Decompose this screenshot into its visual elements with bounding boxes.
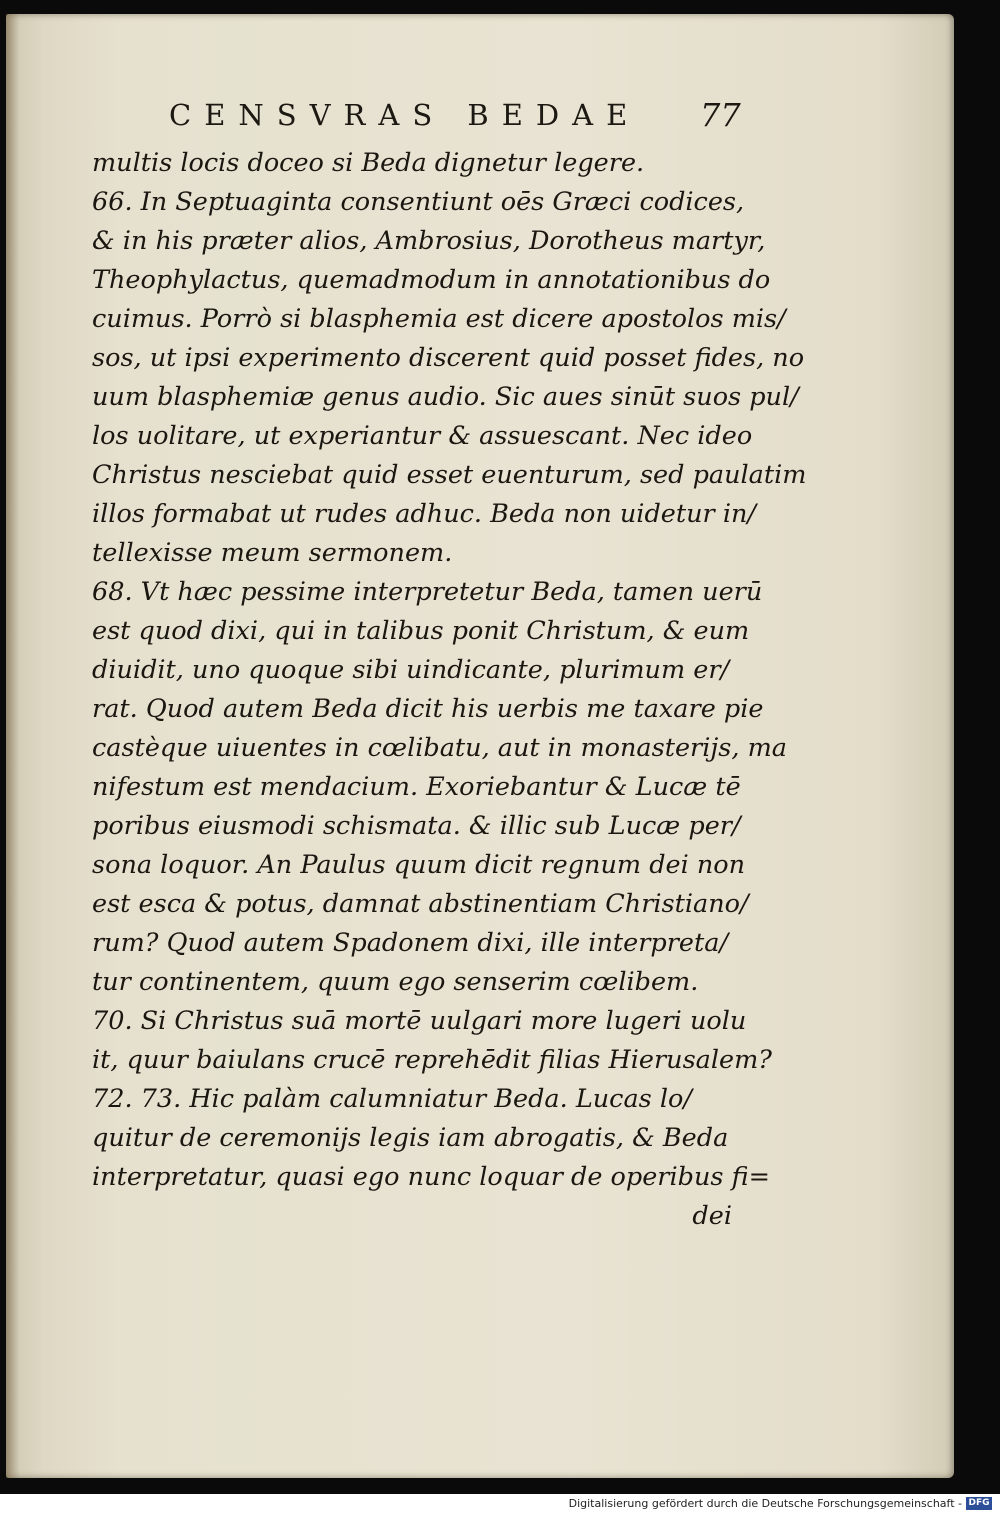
catchword: dei bbox=[692, 1201, 732, 1231]
body-text bbox=[92, 144, 807, 1236]
text-line: tellexisse meum sermonem. bbox=[92, 538, 453, 568]
text-line: 70. Si Christus suā mortē uulgari more lugeri uolu bbox=[92, 1006, 747, 1036]
text-line: diuidit, uno quoque sibi uindicante, plurimum er/ bbox=[92, 655, 730, 685]
text-line: poribus eiusmodi schismata. & illic sub Lucæ per/ bbox=[92, 811, 741, 841]
text-line: uum blasphemiæ genus audio. Sic aues sinūt suos pul/ bbox=[92, 382, 799, 412]
text-line: est esca & potus, damnat abstinentiam Christiano/ bbox=[92, 889, 749, 919]
text-line: tur continentem, quum ego senserim cœlibem. bbox=[92, 967, 699, 997]
footer-bar bbox=[0, 1494, 1000, 1515]
text-line: sos, ut ipsi experimento discerent quid posset fides, no bbox=[92, 343, 805, 373]
text-line: Christus nesciebat quid esset euenturum, sed paulatim bbox=[92, 460, 807, 490]
text-line: cuimus. Porrò si blasphemia est dicere apostolos mis/ bbox=[92, 304, 786, 334]
text-line: castèque uiuentes in cœlibatu, aut in monasterijs, ma bbox=[92, 733, 787, 763]
book-page bbox=[6, 14, 954, 1478]
running-title: CENSVRAS BEDAE bbox=[169, 98, 641, 132]
text-line: 72. 73. Hic palàm calumniatur Beda. Lucas lo/ bbox=[92, 1084, 692, 1114]
text-line: multis locis doceo si Beda dignetur legere. bbox=[92, 148, 645, 178]
text-line: sona loquor. An Paulus quum dicit regnum dei non bbox=[92, 850, 746, 880]
text-line: Theophylactus, quemadmodum in annotationibus do bbox=[92, 265, 771, 295]
text-line: & in his præter alios, Ambrosius, Dorotheus martyr, bbox=[92, 226, 766, 256]
text-line: los uolitare, ut experiantur & assuescant. Nec ideo bbox=[92, 421, 753, 451]
text-line: est quod dixi, qui in talibus ponit Christum, & eum bbox=[92, 616, 750, 646]
page-number: 77 bbox=[700, 96, 741, 134]
text-line: 66. In Septuaginta consentiunt oēs Græci codices, bbox=[92, 187, 745, 217]
text-line: illos formabat ut rudes adhuc. Beda non uidetur in/ bbox=[92, 499, 757, 529]
funding-credit: Digitalisierung gefördert durch die Deutsche Forschungsgemeinschaft - bbox=[568, 1497, 962, 1510]
text-line: quitur de ceremonijs legis iam abrogatis, & Beda bbox=[92, 1123, 729, 1153]
text-line: rum? Quod autem Spadonem dixi, ille interpreta/ bbox=[92, 928, 729, 958]
text-line: nifestum est mendacium. Exoriebantur & Lucæ tē bbox=[92, 772, 741, 802]
text-line: it, quur baiulans crucē reprehēdit filias Hierusalem? bbox=[92, 1045, 772, 1075]
text-line: 68. Vt hæc pessime interpretetur Beda, tamen uerū bbox=[92, 577, 763, 607]
dfg-logo-icon: DFG bbox=[966, 1497, 992, 1510]
text-line: interpretatur, quasi ego nunc loquar de operibus fi= bbox=[92, 1162, 770, 1192]
text-line: rat. Quod autem Beda dicit his uerbis me taxare pie bbox=[92, 694, 764, 724]
